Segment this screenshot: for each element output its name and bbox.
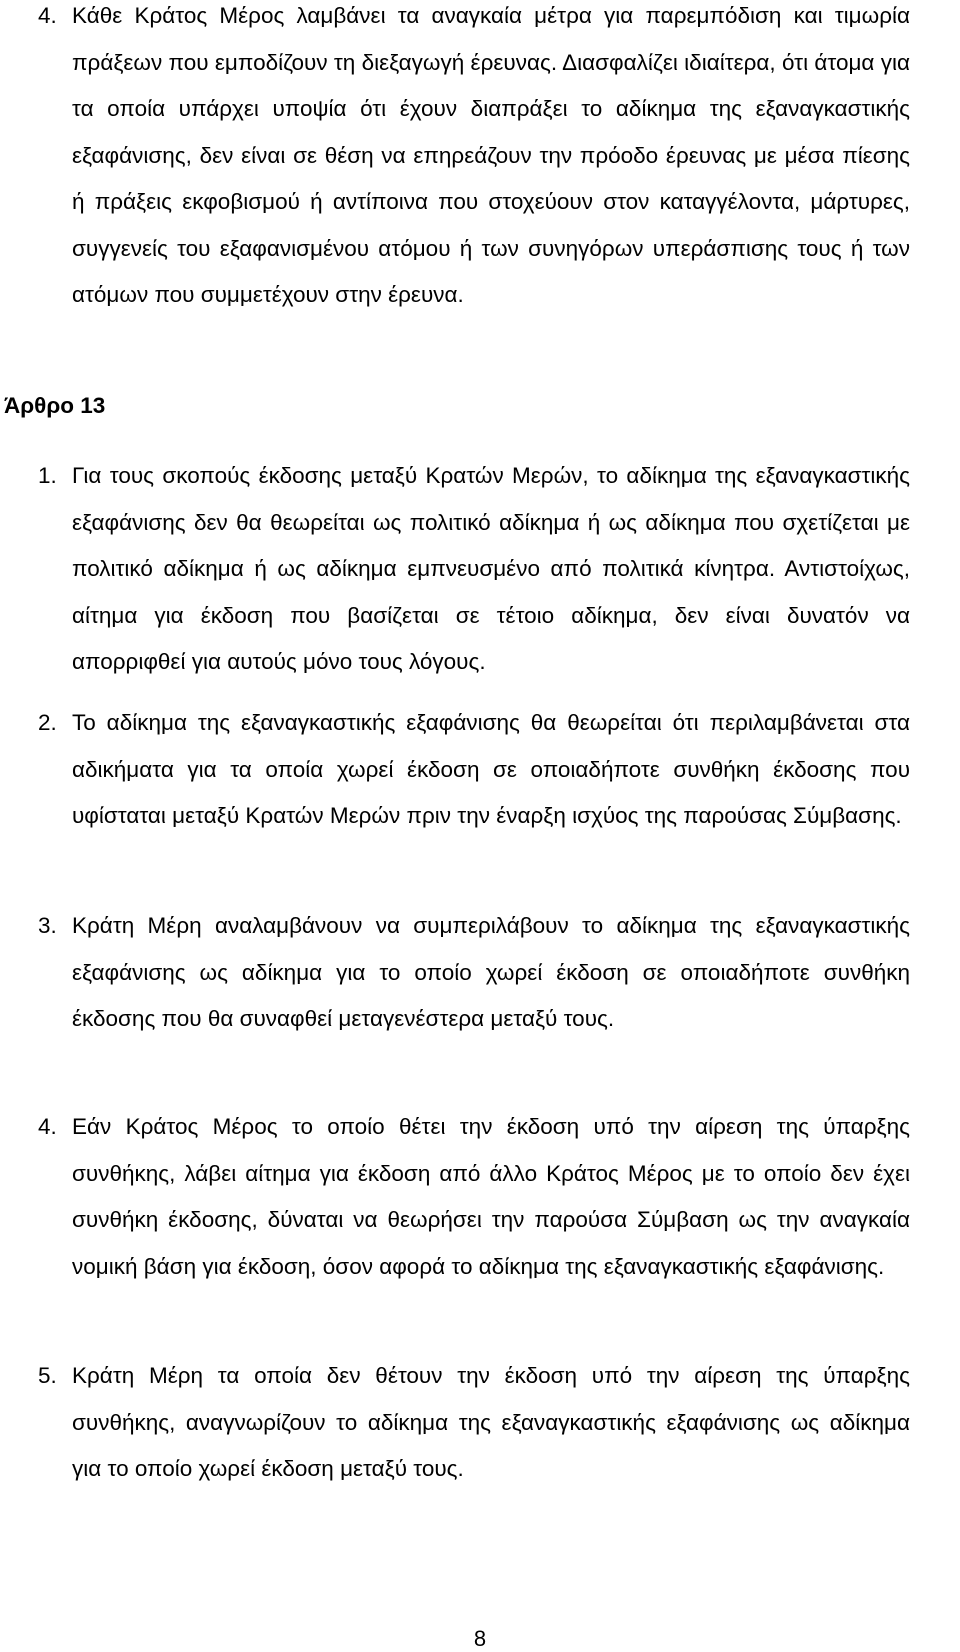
paragraph-number: 4. xyxy=(38,1114,57,1139)
paragraph-number: 4. xyxy=(38,3,57,28)
article13-paragraph-1 xyxy=(38,453,910,686)
article13-paragraph-4 xyxy=(38,1104,910,1290)
page-number: 8 xyxy=(473,1626,487,1651)
article13-paragraph-5 xyxy=(38,1353,910,1493)
paragraph-text: Το αδίκημα της εξαναγκαστικής εξαφάνισης θα θεωρείται ότι περιλαμβάνεται στα αδικήματα για τα οποία χωρεί έκδοση σε οποιαδήποτε συνθήκη έκδοσης που υφίσταται μεταξύ Κρατών Μερών πριν την έναρξη ισχύος της παρούσας Σύμβασης. xyxy=(72,710,910,828)
paragraph-number: 3. xyxy=(38,913,57,938)
paragraph-number: 1. xyxy=(38,463,57,488)
article13-paragraph-2 xyxy=(38,700,910,840)
paragraph-text: Εάν Κράτος Μέρος το οποίο θέτει την έκδοση υπό την αίρεση της ύπαρξης συνθήκης, λάβει αίτημα για έκδοση από άλλο Κράτος Μέρος με το οποίο δεν έχει συνθήκη έκδοσης, δύναται να θεωρήσει την παρούσα Σύμβαση ως την αναγκαία νομική βάση για έκδοση, όσον αφορά το αδίκημα της εξαναγκαστικής εξαφάνισης. xyxy=(72,1114,910,1279)
article12-paragraph-4 xyxy=(38,0,910,319)
paragraph-number: 5. xyxy=(38,1363,57,1388)
paragraph-text: Κράτη Μέρη αναλαμβάνουν να συμπεριλάβουν το αδίκημα της εξαναγκαστικής εξαφάνισης ως αδίκημα για το οποίο χωρεί έκδοση σε οποιαδήποτε συνθήκη έκδοσης που θα συναφθεί μεταγενέστερα μεταξύ τους. xyxy=(72,913,910,1031)
paragraph-text: Κράτη Μέρη τα οποία δεν θέτουν την έκδοση υπό την αίρεση της ύπαρξης συνθήκης, αναγνωρίζουν το αδίκημα της εξαναγκαστικής εξαφάνισης ως αδίκημα για το οποίο χωρεί έκδοση μεταξύ τους. xyxy=(72,1363,910,1481)
article13-paragraph-3 xyxy=(38,903,910,1043)
paragraph-text: Κάθε Κράτος Μέρος λαμβάνει τα αναγκαία μέτρα για παρεμπόδιση και τιμωρία πράξεων που εμποδίζουν τη διεξαγωγή έρευνας. Διασφαλίζει ιδιαίτερα, ότι άτομα για τα οποία υπάρχει υποψία ότι έχουν διαπράξει το αδίκημα της εξαναγκαστικής εξαφάνισης, δεν είναι σε θέση να επηρεάζουν την πρόοδο έρευνας με μέσα πίεσης ή πράξεις εκφοβισμού ή αντίποινα που στοχεύουν στον καταγγέλοντα, μάρτυρες, συγγενείς του εξαφανισμένου ατόμου ή των συνηγόρων υπεράσπισης τους ή των ατόμων που συμμετέχουν στην έρευνα. xyxy=(72,3,910,307)
paragraph-text: Για τους σκοπούς έκδοσης μεταξύ Κρατών Μερών, το αδίκημα της εξαναγκαστικής εξαφάνισης δεν θα θεωρείται ως πολιτικό αδίκημα ή ως αδίκημα που σχετίζεται με πολιτικό αδίκημα ή ως αδίκημα εμπνευσμένο από πολιτικά κίνητρα. Αντιστοίχως, αίτημα για έκδοση που βασίζεται σε τέτοιο αδίκημα, δεν είναι δυνατόν να απορριφθεί για αυτούς μόνο τους λόγους. xyxy=(72,463,910,674)
paragraph-number: 2. xyxy=(38,710,57,735)
article-13-heading: Άρθρο 13 xyxy=(4,393,106,418)
